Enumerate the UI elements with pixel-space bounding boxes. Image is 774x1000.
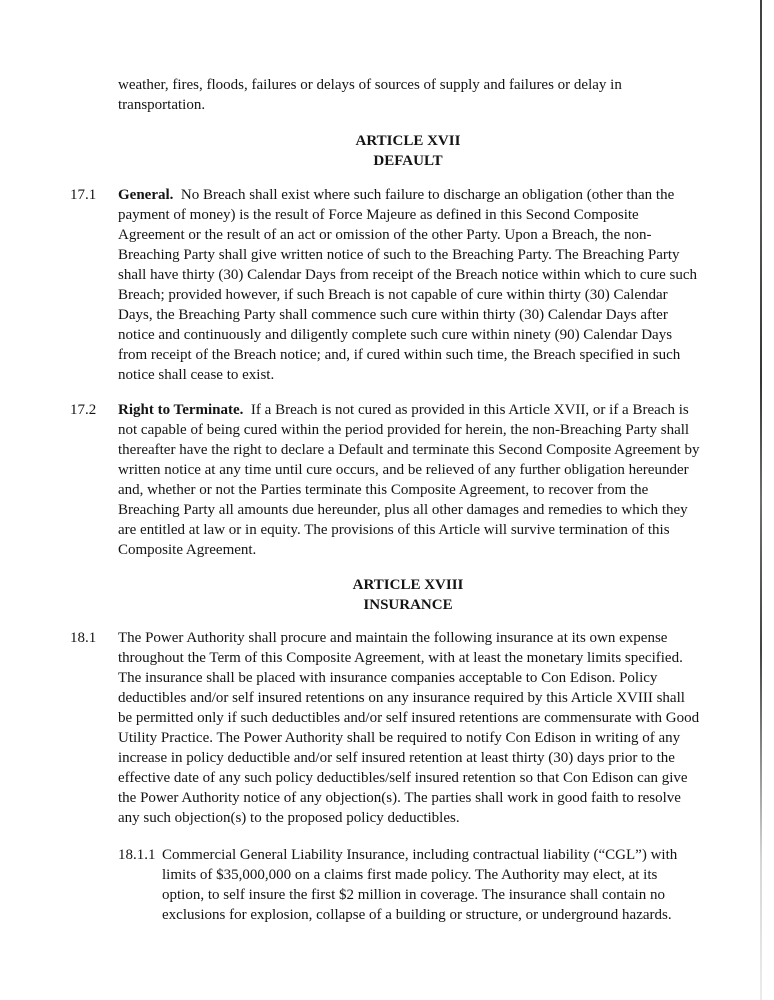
article-17-number: ARTICLE XVII [355,133,461,149]
article-18-heading [0,575,774,615]
article-18-title: INSURANCE [363,597,453,613]
section-number: 18.1 [70,630,97,646]
section-text: If a Breach is not cured as provided in this Article XVII, or if a Breach is not capable of being cured within the period provided for herein, the non-Breaching Party shall thereafter have the right to declare a Default and terminate this Second Composite Agreement by written notice at any time until cure occurs, and be relieved of any further obligation hereunder and, whether or not the Parties terminate this Composite Agreement, to recover from the Breaching Party all amounts due hereunder, plus all other damages and remedies to which they are entitled at law or in equity. The provisions of this Article will survive termination of this Composite Agreement. [118,402,700,558]
article-18-number: ARTICLE XVIII [352,577,464,593]
section-heading: Right to Terminate. [118,402,244,418]
article-17-title: DEFAULT [373,153,443,169]
section-heading: General. [118,187,174,203]
section-body [118,185,700,385]
subsection-text: Commercial General Liability Insurance, including contractual liability (“CGL”) with limits of $35,000,000 on a claims first made policy. The Authority may elect, at its option, to self insure the first $2 million in coverage. The insurance shall contain no exclusions for explosion, collapse of a building or structure, or underground hazards. [162,847,678,923]
section-body [118,400,700,560]
subsection-number: 18.1.1 [118,847,156,863]
article-17-heading [0,131,774,171]
section-text: No Breach shall exist where such failure to discharge an obligation (other than the payment of money) is the result of Force Majeure as defined in this Second Composite Agreement or the result of an act or omission of the other Party. Upon a Breach, the non-Breaching Party shall give written notice of such to the Breaching Party. The Breaching Party shall have thirty (30) Calendar Days from receipt of the Breach notice within which to cure such Breach; provided however, if such Breach is not capable of cure within thirty (30) Calendar Days, the Breaching Party shall commence such cure within thirty (30) Calendar Days after notice and continuously and diligently complete such cure within ninety (90) Calendar Days from receipt of the Breach notice; and, if cured within such time, the Breach specified in such notice shall cease to exist. [118,187,697,383]
intro-paragraph: weather, fires, floods, failures or delays of sources of supply and failures or delay in transportation. [118,77,622,113]
section-number: 17.2 [70,402,97,418]
section-text: The Power Authority shall procure and maintain the following insurance at its own expense throughout the Term of this Composite Agreement, with at least the monetary limits specified. The insurance shall be placed with insurance companies acceptable to Con Edison. Policy deductibles and/or self insured retentions on any insurance required by this Article XVIII shall be permitted only if such deductibles and/or self insured retentions are commensurate with Good Utility Practice. The Power Authority shall be required to notify Con Edison in writing of any increase in policy deductible and/or self insured retention at least thirty (30) days prior to the effective date of any such policy deductibles/self insured retention so that Con Edison can give the Power Authority notice of any objection(s). The parties shall work in good faith to resolve any such objection(s) to the proposed policy deductibles. [118,630,700,826]
section-number: 17.1 [70,187,97,203]
